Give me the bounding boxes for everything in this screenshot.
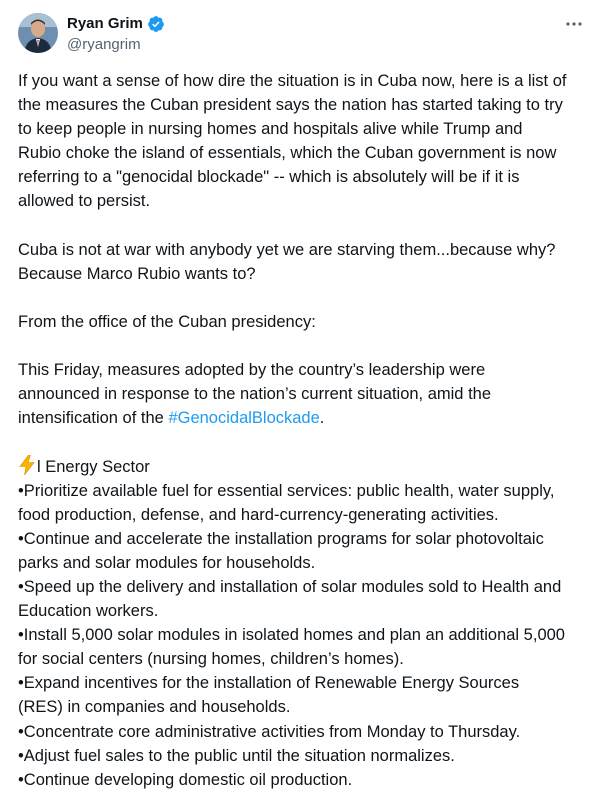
paragraph-source bbox=[18, 310, 584, 334]
text-line: to keep people in nursing homes and hospitals alive while Trump and bbox=[18, 120, 523, 139]
bullet-line: •Expand incentives for the installation of Renewable Energy Sources bbox=[18, 674, 520, 693]
name-row bbox=[67, 14, 165, 33]
text-line: the measures the Cuban president says the nation has started taking to try bbox=[18, 96, 563, 115]
text-line: From the office of the Cuban presidency: bbox=[18, 312, 316, 331]
text-line: Cuba is not at war with anybody yet we are starving them...because why? bbox=[18, 240, 556, 259]
bullet-line: •Concentrate core administrative activities from Monday to Thursday. bbox=[18, 722, 521, 741]
paragraph-intro bbox=[18, 69, 584, 214]
author-names bbox=[67, 14, 165, 54]
avatar[interactable] bbox=[18, 13, 58, 53]
tweet-header bbox=[18, 13, 586, 57]
bullet-line: •Speed up the delivery and installation of solar modules sold to Health and bbox=[18, 577, 562, 596]
section-title-text: l Energy Sector bbox=[37, 457, 150, 476]
text-line: If you want a sense of how dire the situation is in Cuba now, here is a list of bbox=[18, 72, 567, 90]
paragraph-question bbox=[18, 238, 584, 286]
text-line: This Friday, measures adopted by the country’s leadership were bbox=[18, 361, 486, 380]
bullet-line: food production, defense, and hard-currency-generating activities. bbox=[18, 505, 499, 524]
bullet-line: •Continue developing domestic oil production. bbox=[18, 770, 353, 789]
text-line: referring to a "genocidal blockade" -- which is absolutely will be if it is bbox=[18, 168, 520, 187]
text-fragment: intensification of the bbox=[18, 409, 169, 428]
author-handle[interactable]: @ryangrim bbox=[67, 36, 141, 53]
bullet-line: for social centers (nursing homes, children’s homes). bbox=[18, 650, 404, 669]
bullet-line: Education workers. bbox=[18, 602, 159, 621]
text-line: Because Marco Rubio wants to? bbox=[18, 264, 256, 283]
bullet-line: •Continue and accelerate the installation programs for solar photovoltaic bbox=[18, 529, 544, 548]
text-line: allowed to persist. bbox=[18, 192, 151, 211]
verified-badge-icon bbox=[147, 15, 165, 33]
text-fragment: . bbox=[319, 409, 325, 428]
bullet-line: •Adjust fuel sales to the public until the situation normalizes. bbox=[18, 746, 455, 765]
paragraph-energy-sector bbox=[18, 455, 584, 792]
text-line: Rubio choke the island of essentials, which the Cuban government is now bbox=[18, 144, 557, 163]
paragraph-announcement bbox=[18, 358, 584, 430]
bullet-line: parks and solar modules for households. bbox=[18, 553, 316, 572]
tweet-text bbox=[18, 69, 584, 792]
lightning-bolt-icon bbox=[18, 455, 36, 475]
section-title bbox=[18, 455, 584, 479]
author-name[interactable]: Ryan Grim bbox=[67, 15, 143, 32]
more-options-icon[interactable] bbox=[564, 16, 584, 32]
hashtag-link[interactable]: #GenocidalBlockade bbox=[168, 409, 320, 428]
bullet-line: •Prioritize available fuel for essential services: public health, water supply, bbox=[18, 481, 555, 500]
text-line bbox=[18, 406, 584, 430]
text-line: announced in response to the nation’s current situation, amid the bbox=[18, 385, 492, 404]
bullet-line: (RES) in companies and households. bbox=[18, 698, 291, 717]
bullet-line: •Install 5,000 solar modules in isolated homes and plan an additional 5,000 bbox=[18, 626, 565, 645]
